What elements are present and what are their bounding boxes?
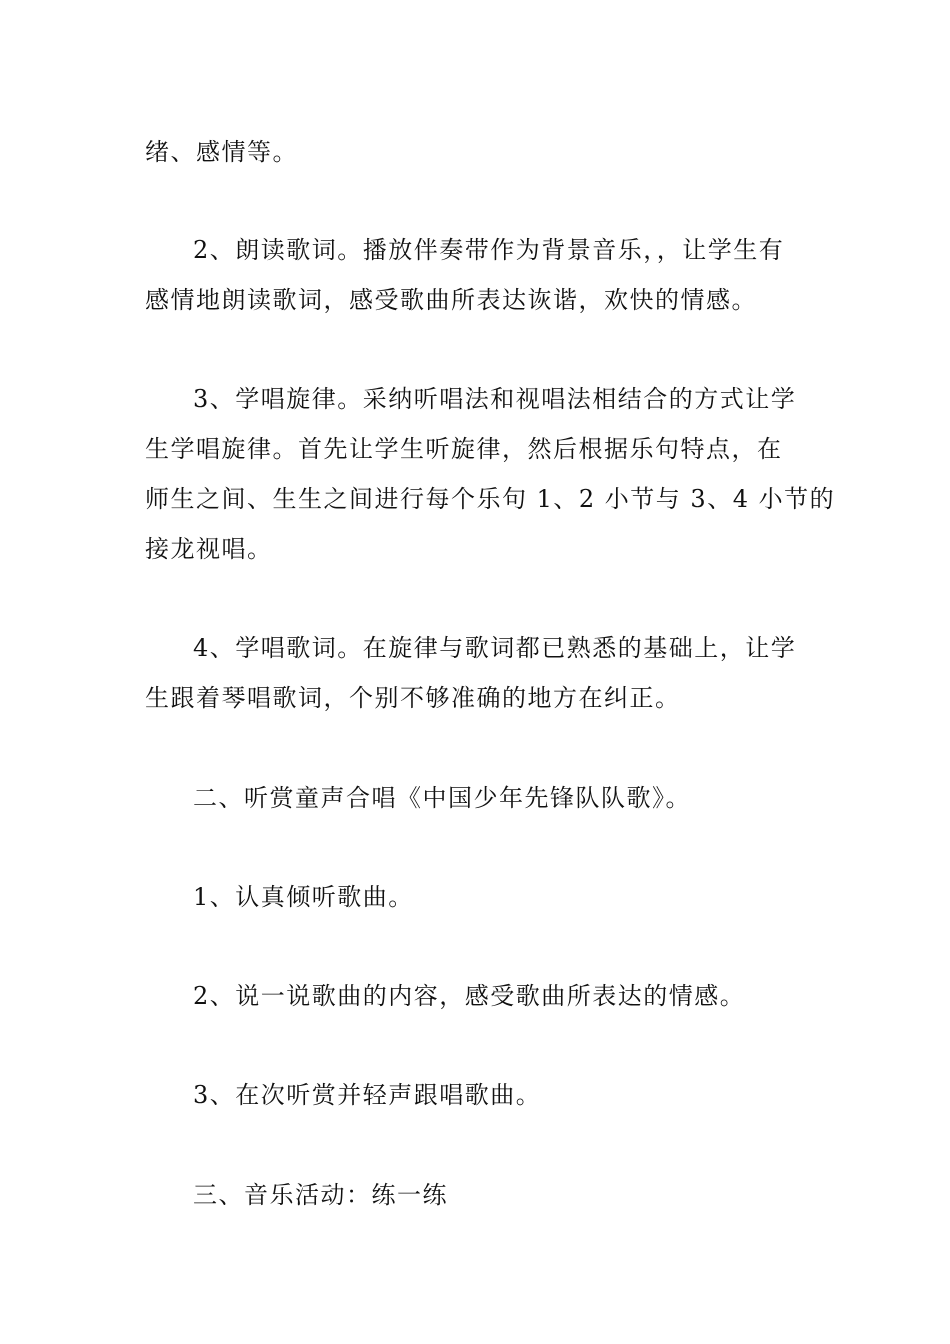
paragraph-line: 感情地朗读歌词，感受歌曲所表达诙谐，欢快的情感。 (145, 286, 757, 314)
section-heading: 三、音乐活动：练一练 (193, 1181, 448, 1209)
paragraph-line: 1、认真倾听歌曲。 (193, 883, 414, 911)
paragraph-line: 3、在次听赏并轻声跟唱歌曲。 (193, 1081, 542, 1109)
section-heading: 二、听赏童声合唱《中国少年先锋队队歌》。 (193, 784, 691, 812)
paragraph-line: 绪、感情等。 (145, 138, 298, 166)
paragraph-line: 生跟着琴唱歌词，个别不够准确的地方在纠正。 (145, 684, 681, 712)
paragraph-line: 生学唱旋律。首先让学生听旋律，然后根据乐句特点，在 (145, 435, 783, 463)
paragraph-line: 师生之间、生生之间进行每个乐句 1、2 小节与 3、4 小节的 (145, 485, 836, 513)
paragraph-line: 接龙视唱。 (145, 535, 273, 563)
paragraph-line: 2、说一说歌曲的内容，感受歌曲所表达的情感。 (193, 982, 746, 1010)
paragraph-line: 4、学唱歌词。在旋律与歌词都已熟悉的基础上，让学 (193, 634, 797, 662)
paragraph-line: 3、学唱旋律。采纳听唱法和视唱法相结合的方式让学 (193, 385, 797, 413)
paragraph-line: 2、朗读歌词。播放伴奏带作为背景音乐，，让学生有 (193, 236, 785, 264)
